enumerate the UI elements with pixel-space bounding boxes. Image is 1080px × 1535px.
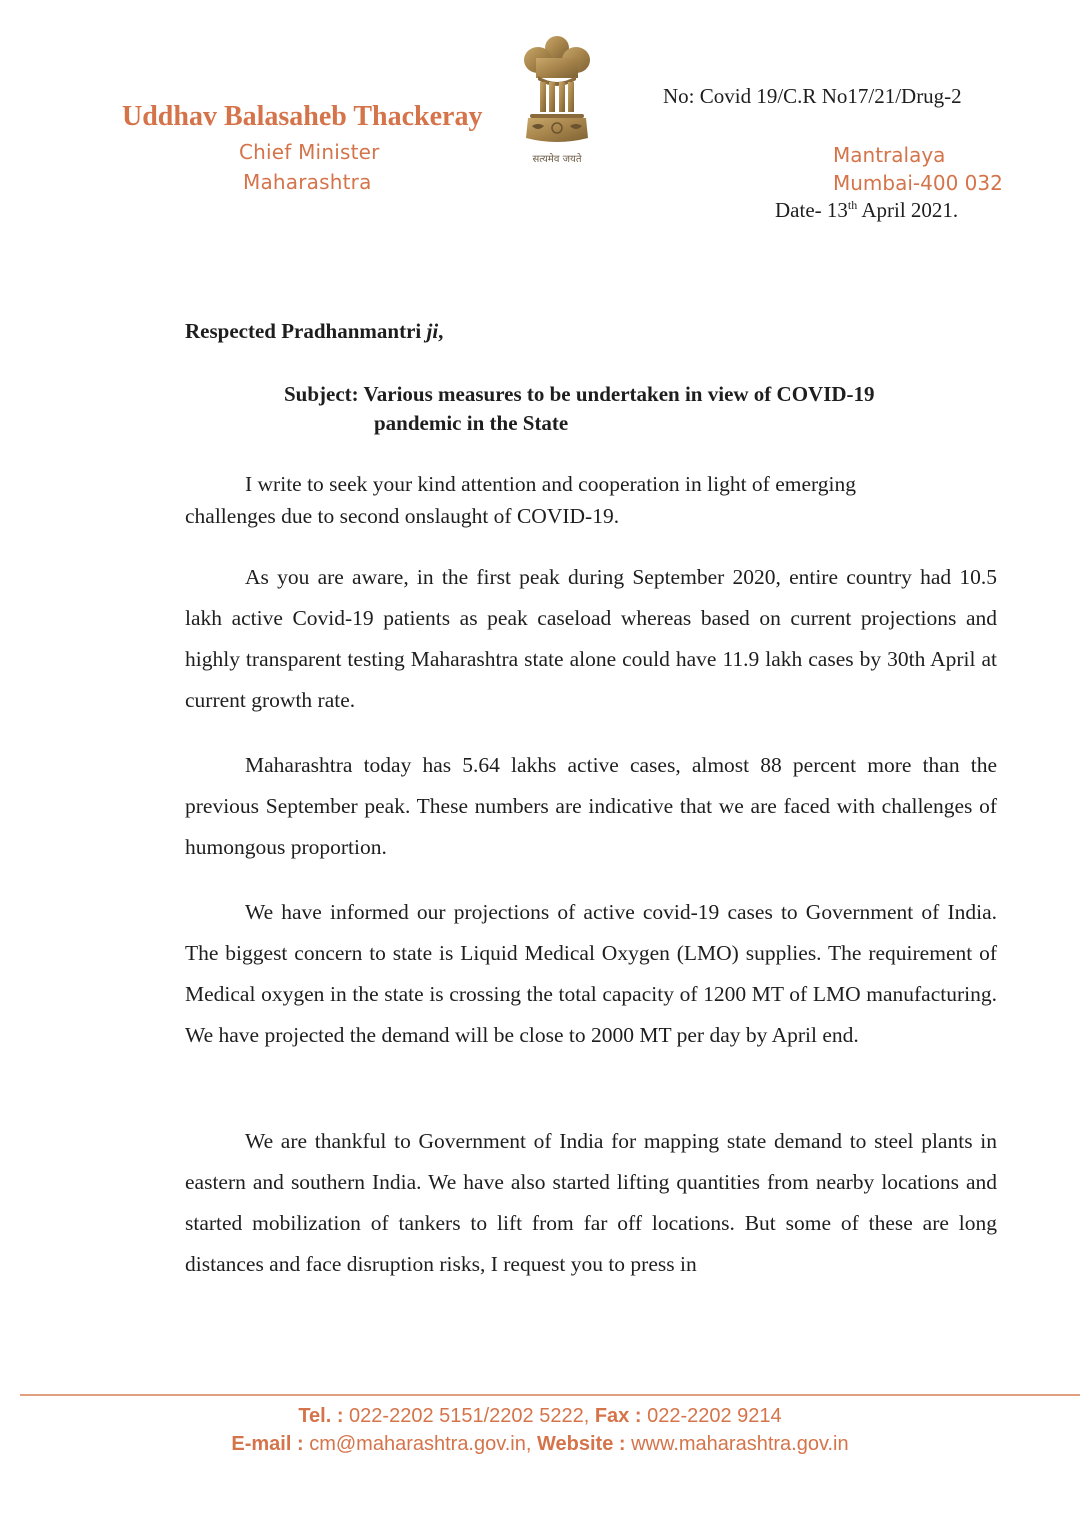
body-paragraph: Maharashtra today has 5.64 lakhs active cases, almost 88 percent more than the previous September peak. These numbers are indicative that we are faced with challenges of humongous proportion. xyxy=(185,753,997,859)
fax-label: Fax : xyxy=(594,1405,642,1427)
reference-number: No: Covid 19/C.R No17/21/Drug-2 xyxy=(663,84,962,108)
footer-divider xyxy=(20,1394,1080,1396)
subject xyxy=(284,380,875,438)
tel-value: 022-2202 5151/2202 5222, xyxy=(343,1405,595,1427)
salutation-text: Respected Pradhanmantri xyxy=(185,319,427,343)
body-paragraph: We have informed our projections of active covid-19 cases to Government of India. The biggest concern to state is Liquid Medical Oxygen (LMO) supplies. The requirement of Medical oxygen in the state is crossing the total capacity of 1200 MT of LMO manufacturing. We have projected the demand will be close to 2000 MT per day by April end. xyxy=(185,900,997,1047)
subject-line-2: pandemic in the State xyxy=(374,411,569,435)
email-label: E-mail : xyxy=(231,1433,304,1455)
website-label: Website : xyxy=(537,1433,626,1455)
fax-value: 022-2202 9214 xyxy=(641,1405,782,1427)
letterhead-name: Uddhav Balasaheb Thackeray xyxy=(122,101,483,132)
website-link[interactable]: www.maharashtra.gov.in xyxy=(625,1433,849,1455)
email-link[interactable]: cm@maharashtra.gov.in, xyxy=(303,1433,537,1455)
subject-line-1: Subject: Various measures to be undertaken in view of COVID-19 xyxy=(284,382,875,406)
address-line-1: Mantralaya xyxy=(833,143,946,167)
footer-web-line xyxy=(0,1433,1080,1456)
body-paragraph: As you are aware, in the first peak during September 2020, entire country had 10.5 lakh active Covid-19 patients as peak caseload whereas based on current projections and highly transparent testing Maharashtra state alone could have 11.9 lakh cases by 30th April at current growth rate. xyxy=(185,565,997,712)
address-line-2: Mumbai-400 032 xyxy=(833,171,1003,195)
salutation-honorific: ji xyxy=(426,319,439,343)
date-rest: April 2021. xyxy=(857,198,959,222)
letterhead-designation: Chief Minister xyxy=(239,140,380,164)
tel-label: Tel. : xyxy=(298,1405,344,1427)
body-paragraph: We are thankful to Government of India for mapping state demand to steel plants in eastern and southern India. We have also started lifting quantities from nearby locations and started mobilization of tankers to lift from far off locations. But some of these are long distances and face disruption risks, I request you to press in xyxy=(185,1129,997,1276)
body-paragraph: I write to seek your kind attention and cooperation in light of emerging challenges due to second onslaught of COVID-19. xyxy=(185,472,857,528)
national-emblem-icon xyxy=(516,30,598,150)
footer-contact-line xyxy=(0,1405,1080,1428)
letterhead-state: Maharashtra xyxy=(243,170,372,194)
date-prefix: Date- 13 xyxy=(775,198,848,222)
date-ordinal: th xyxy=(847,198,858,212)
emblem-motto: सत्यमेव जयते xyxy=(532,154,582,165)
salutation xyxy=(185,319,443,344)
letter-date xyxy=(775,198,958,223)
salutation-punct: , xyxy=(438,319,444,343)
